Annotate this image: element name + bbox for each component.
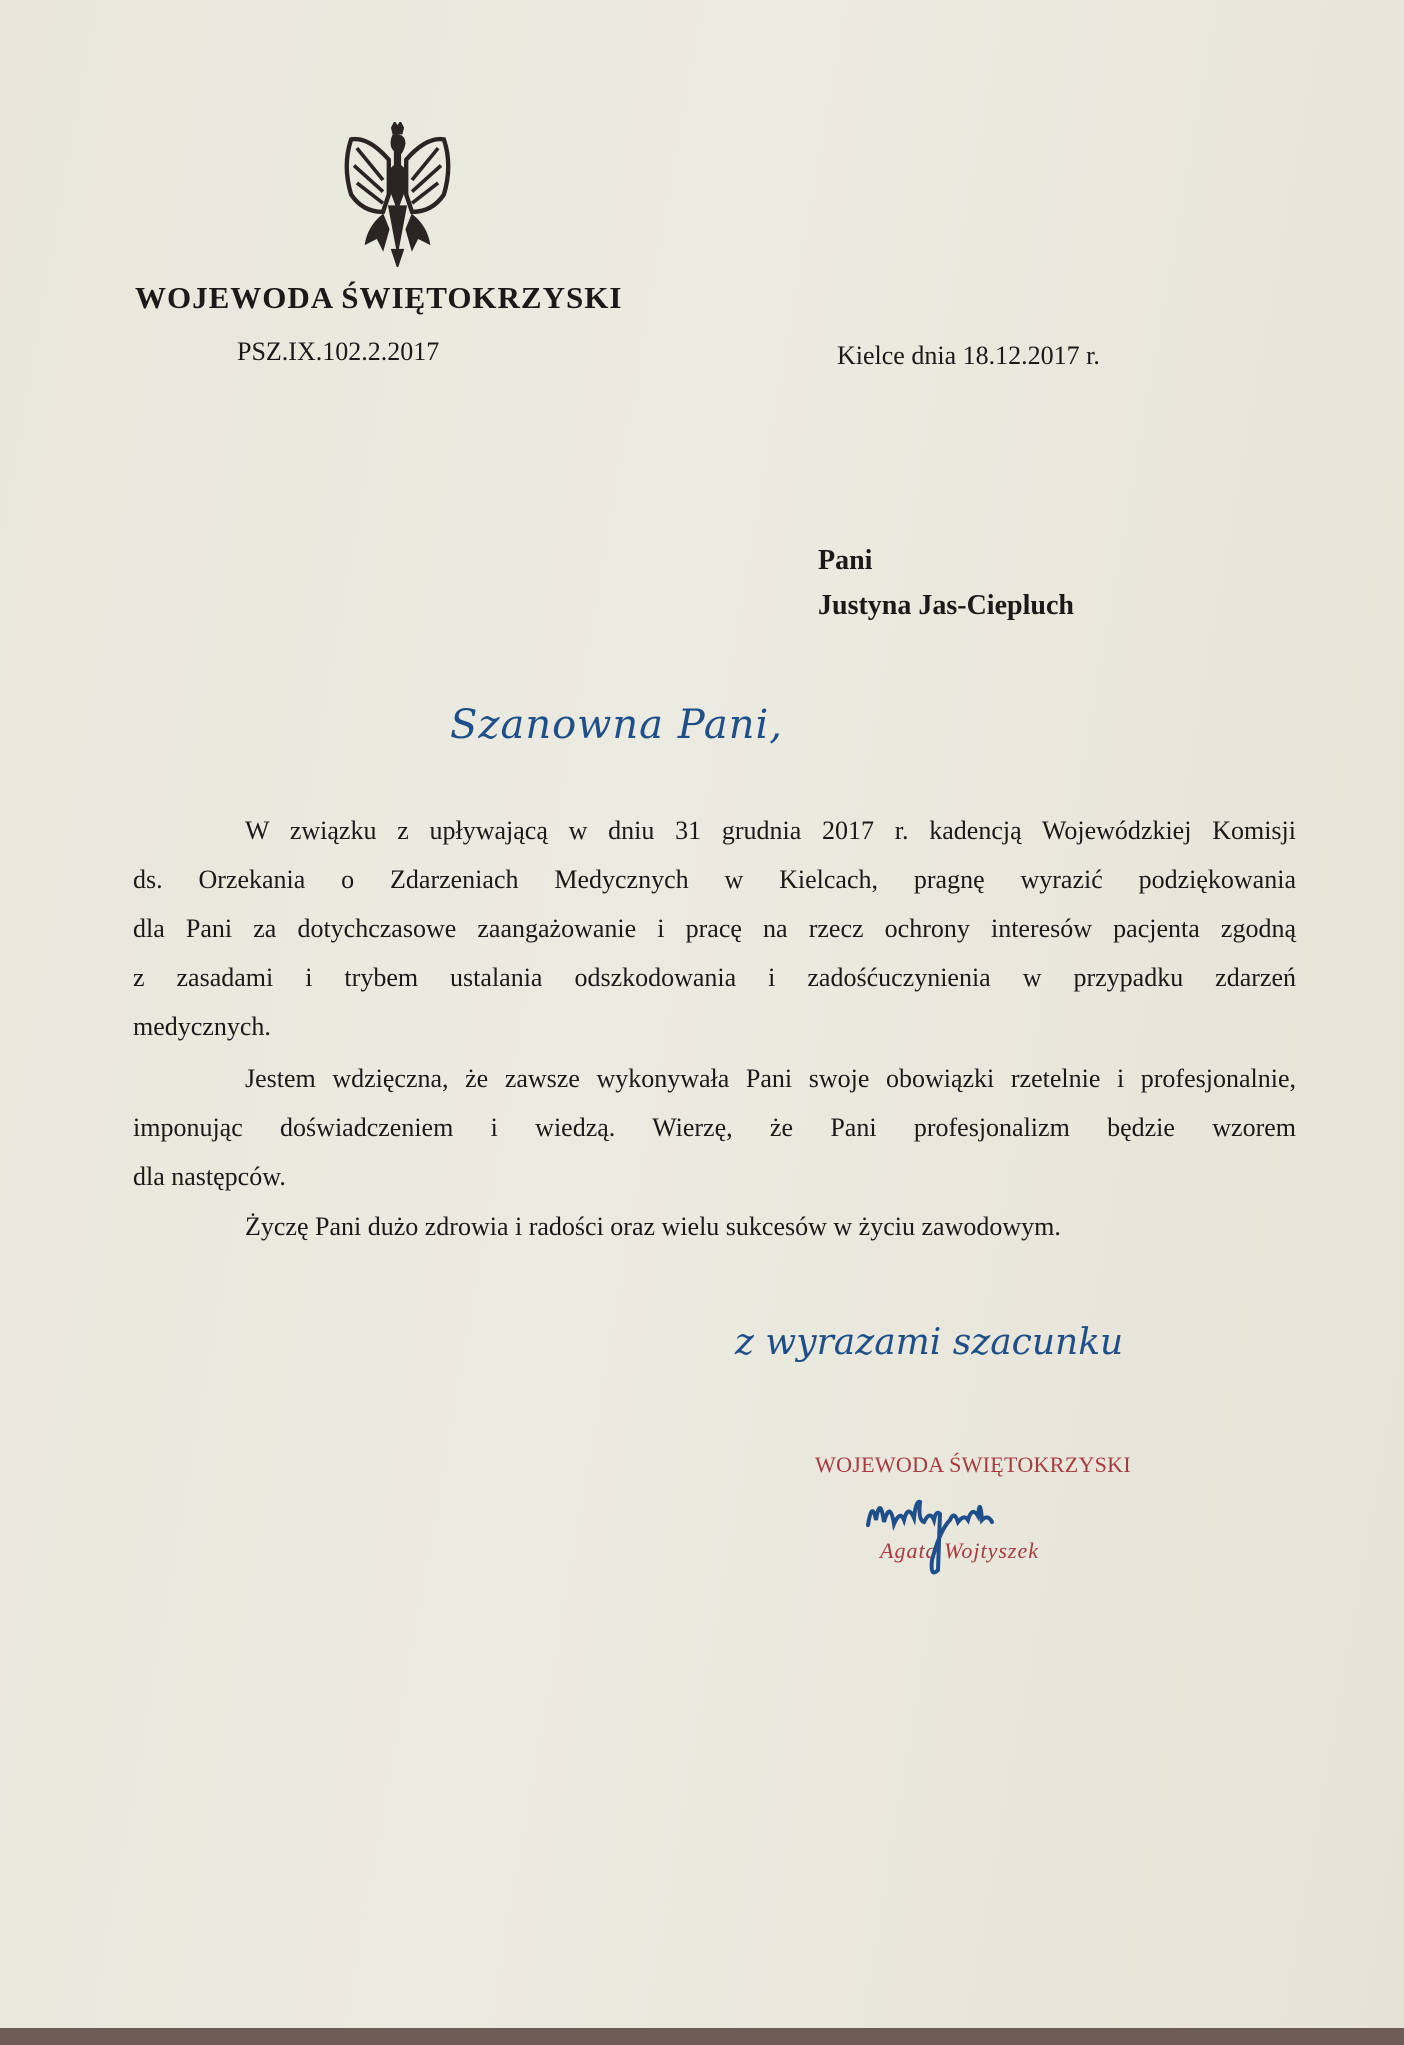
body-line: dla następców. <box>133 1162 286 1191</box>
recipient-salutation: Pani <box>818 545 873 576</box>
body-line: Jestem wdzięczna, że zawsze wykonywała Pani swoje obowiązki rzetelnie i profesjonalnie, <box>245 1064 1296 1093</box>
body-line: medycznych. <box>133 1012 271 1041</box>
handwritten-greeting: Szanowna Pani, <box>450 702 783 748</box>
place-date: Kielce dnia 18.12.2017 r. <box>837 341 1100 370</box>
body-line: imponując doświadczeniem i wiedzą. Wierzę, że Pani profesjonalizm będzie wzorem <box>133 1113 1296 1142</box>
recipient-name: Justyna Jas-Ciepluch <box>818 590 1074 621</box>
stamp-title: WOJEWODA ŚWIĘTOKRZYSKI <box>815 1452 1131 1477</box>
polish-eagle-emblem-icon <box>325 122 470 267</box>
stamp-name: Agata Wojtyszek <box>880 1538 1039 1563</box>
body-line: ds. Orzekania o Zdarzeniach Medycznych w Kielcach, pragnę wyrazić podziękowania <box>133 865 1296 894</box>
paragraph-3 <box>133 1202 1296 1251</box>
body-line: Życzę Pani dużo zdrowia i radości oraz wielu sukcesów w życiu zawodowym. <box>245 1212 1061 1241</box>
body-line: z zasadami i trybem ustalania odszkodowania i zadośćuczynienia w przypadku zdarzeń <box>133 963 1296 992</box>
reference-number: PSZ.IX.102.2.2017 <box>237 337 440 366</box>
handwritten-signature <box>860 1480 1010 1580</box>
body-line: dla Pani za dotychczasowe zaangażowanie i pracę na rzecz ochrony interesów pacjenta zgodną <box>133 914 1296 943</box>
paragraph-2 <box>133 1054 1296 1201</box>
paragraph-1 <box>133 806 1296 1051</box>
table-edge <box>0 2028 1404 2045</box>
body-line: W związku z upływającą w dniu 31 grudnia 2017 r. kadencją Wojewódzkiej Komisji <box>245 816 1296 845</box>
handwritten-closing: z wyrazami szacunku <box>735 1322 1124 1363</box>
issuer-title: WOJEWODA ŚWIĘTOKRZYSKI <box>135 280 623 315</box>
